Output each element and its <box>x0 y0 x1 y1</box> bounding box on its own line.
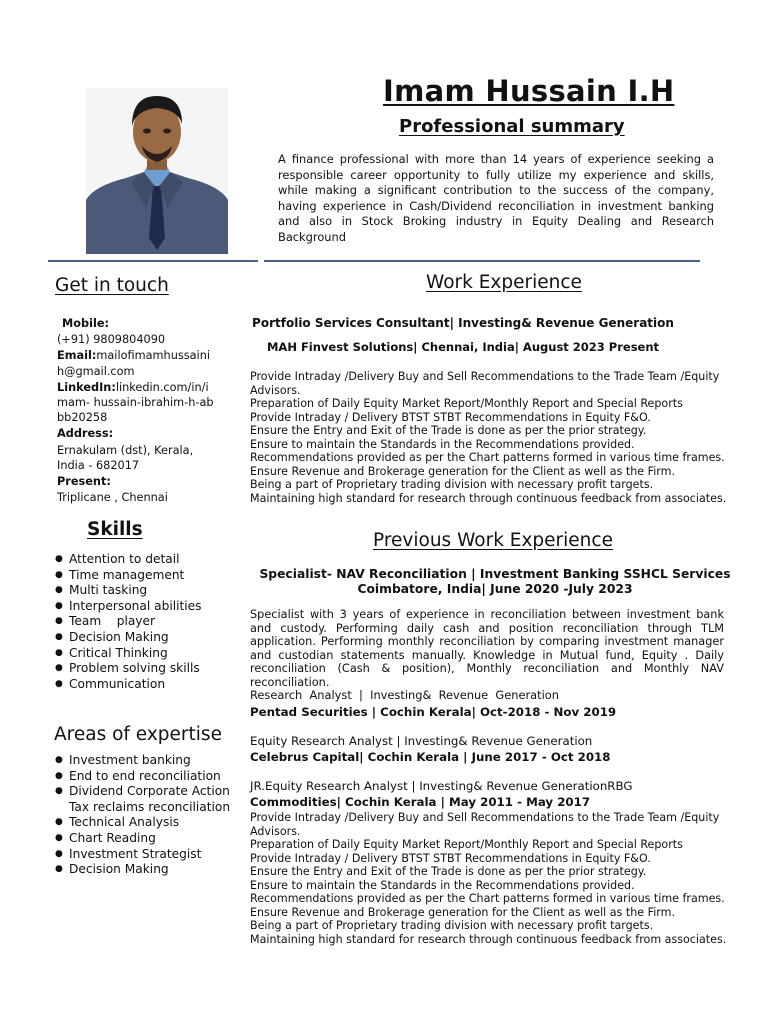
expertise-list <box>55 753 235 878</box>
list-item: Preparation of Daily Equity Market Report/Monthly Report and Special Reports <box>250 397 683 410</box>
list-item: ● End to end reconciliation <box>55 768 221 783</box>
job2-role: Research Analyst | Investing& Revenue Generation <box>250 688 559 702</box>
work-company: MAH Finvest Solutions| Chennai, India| August 2023 Present <box>266 340 660 354</box>
mobile-value[interactable]: (+91) 9809804090 <box>57 333 166 347</box>
list-item: ● Decision Making <box>55 862 169 877</box>
work-title: Work Experience <box>426 272 582 293</box>
mobile-label: Mobile: <box>62 317 110 330</box>
job3-role: Equity Research Analyst | Investing& Revenue Generation <box>250 734 593 748</box>
list-item: ● Technical Analysis <box>55 815 180 830</box>
job2-company: Pentad Securities | Cochin Kerala| Oct-2018 - Nov 2019 <box>250 705 617 719</box>
list-item: Maintaining high standard for research through continuous feedback from associates. <box>250 491 727 505</box>
work-role: Portfolio Services Consultant| Investing& Revenue Generation <box>252 316 674 330</box>
contact-details <box>57 316 217 506</box>
list-item: ● Decision Making <box>55 629 169 644</box>
skills-title: Skills <box>87 519 143 540</box>
list-item: Ensure Revenue and Brokerage generation for the Client as well as the Firm. <box>250 905 675 919</box>
list-item: Recommendations provided as per the Chart patterns formed in various time frames. <box>250 892 725 905</box>
linkedin-label: LinkedIn: <box>57 380 116 394</box>
profile-photo <box>86 88 228 254</box>
linkedin-value[interactable]: linkedin.com/in/imam- hussain-ibrahim-h-abbb20258 <box>57 380 214 425</box>
list-item: ● Dividend Corporate Action Tax reclaims reconciliation <box>55 784 231 814</box>
work-duties <box>250 370 727 505</box>
job3-company: Celebrus Capital| Cochin Kerala | June 2017 - Oct 2018 <box>250 750 611 764</box>
address-label: Address: <box>57 427 114 441</box>
job1-role: Specialist- NAV Reconciliation | Investment Banking SSHCL Services <box>259 567 731 581</box>
skills-list <box>55 552 245 692</box>
email-value[interactable]: mailofimamhussainih@gmail.com <box>57 349 210 378</box>
list-item: Preparation of Daily Equity Market Report/Monthly Report and Special Reports <box>250 838 683 851</box>
list-item: Ensure to maintain the Standards in the Recommendations provided. <box>250 878 635 892</box>
previous-title: Previous Work Experience <box>373 530 613 551</box>
list-item: ● Chart Reading <box>55 830 156 845</box>
email-label: Email: <box>57 349 97 363</box>
present-label: Present: <box>57 475 111 489</box>
present-value: Triplicane , Chennai <box>57 491 168 505</box>
list-item: ● Critical Thinking <box>55 645 168 660</box>
job4-company: Commodities| Cochin Kerala | May 2011 - May 2017 <box>250 795 591 809</box>
list-item: ● Interpersonal abilities <box>55 598 202 613</box>
list-item: ● Multi tasking <box>55 583 148 598</box>
list-item: ● Problem solving skills <box>55 661 200 676</box>
list-item: Maintaining high standard for research through continuous feedback from associates. <box>250 932 727 946</box>
job4-duties <box>250 811 727 946</box>
list-item: Ensure Revenue and Brokerage generation for the Client as well as the Firm. <box>250 464 675 478</box>
list-item: Being a part of Proprietary trading division with necessary profit targets. <box>250 478 654 491</box>
list-item: ● Investment Strategist <box>55 846 202 861</box>
list-item: Recommendations provided as per the Chart patterns formed in various time frames. <box>250 451 725 464</box>
address-value: Ernakulam (dst), Kerala, India - 682017 <box>57 443 194 472</box>
list-item: Ensure to maintain the Standards in the Recommendations provided. <box>250 437 635 451</box>
job4-role: JR.Equity Research Analyst | Investing& Revenue GenerationRBG <box>250 779 633 793</box>
list-item: ● Investment banking <box>55 753 191 767</box>
list-item: ● Communication <box>55 676 166 691</box>
list-item: Ensure the Entry and Exit of the Trade is done as per the prior strategy. <box>250 865 647 878</box>
summary-title: Professional summary <box>399 116 625 137</box>
candidate-name: Imam Hussain I.H <box>383 74 675 108</box>
list-item: ● Time management <box>55 567 185 582</box>
list-item: Provide Intraday / Delivery BTST STBT Recommendations in Equity F&O. <box>250 851 651 865</box>
contact-title: Get in touch <box>55 275 169 296</box>
list-item: Being a part of Proprietary trading division with necessary profit targets. <box>250 919 654 932</box>
expertise-title: Areas of expertise <box>54 724 222 745</box>
list-item: Provide Intraday /Delivery Buy and Sell Recommendations to the Trade Team /Equity Advisors. <box>250 370 720 397</box>
list-item: ● Attention to detail <box>55 552 180 566</box>
divider-left <box>48 260 258 262</box>
summary-text: A finance professional with more than 14 years of experience seeking a responsible career opportunity to fully utilize my experience and skills, while making a significant contribution to the success of the company, having experience in Cash/Dividend reconciliation in investment banking and also in Stock Broking industry in Equity Dealing and Research Background <box>278 152 714 244</box>
job1-description: Specialist with 3 years of experience in reconciliation between investment bank and custody. Performing daily cash and position reconciliation through TLM application. Performing monthly reconciliation by comparing investment manager and custodian statements manually. Knowledge in Mutual fund, Equity . Daily reconciliation (Cash & position), Monthly reconciliation and Monthly NAV reconciliation. <box>250 608 724 689</box>
divider-right <box>264 260 700 262</box>
list-item: Ensure the Entry and Exit of the Trade is done as per the prior strategy. <box>250 424 647 437</box>
list-item: ● Team player <box>55 614 156 629</box>
list-item: Provide Intraday /Delivery Buy and Sell Recommendations to the Trade Team /Equity Advisors. <box>250 811 720 838</box>
job1-company: Coimbatore, India| June 2020 -July 2023 <box>357 582 633 596</box>
list-item: Provide Intraday / Delivery BTST STBT Recommendations in Equity F&O. <box>250 410 651 424</box>
